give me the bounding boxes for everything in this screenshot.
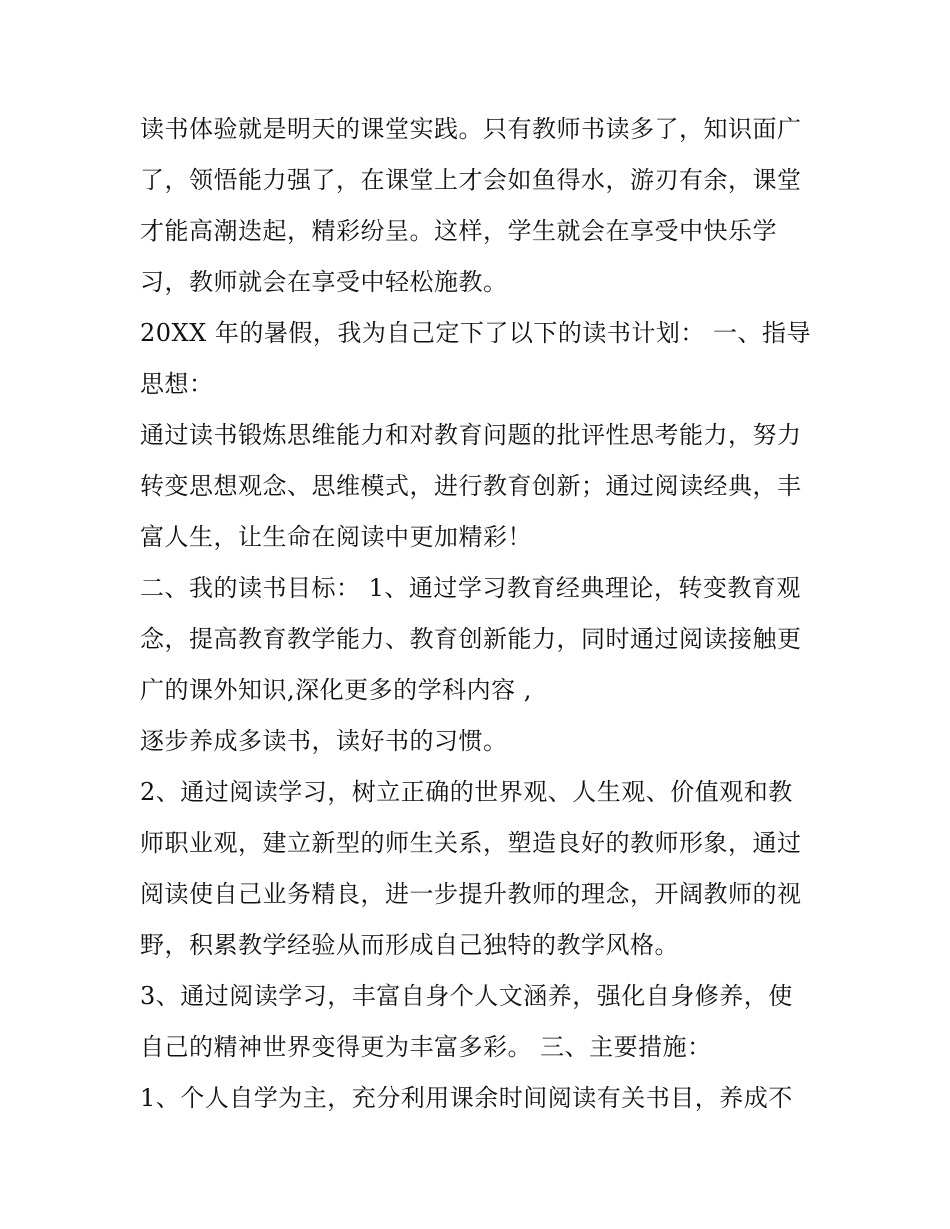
text-line: 逐步养成多读书，读好书的习惯。 bbox=[140, 727, 508, 755]
text-line: 二、我的读书目标： 1、通过学习教育经典理论，转变教育观 bbox=[140, 574, 801, 602]
text-line: 2、通过阅读学习，树立正确的世界观、人生观、价值观和教 bbox=[140, 778, 793, 806]
text-line: 1、个人自学为主，充分利用课余时间阅读有关书目，养成不 bbox=[140, 1084, 793, 1112]
text-line: 读书体验就是明天的课堂实践。只有教师书读多了，知识面广 bbox=[140, 115, 802, 143]
text-line: 转变思想观念、思维模式，进行教育创新；通过阅读经典，丰 bbox=[140, 472, 802, 500]
text-line: 野，积累教学经验从而形成自己独特的教学风格。 bbox=[140, 931, 679, 959]
text-line: 才能高潮迭起，精彩纷呈。这样，学生就会在享受中快乐学 bbox=[140, 217, 777, 245]
document-body bbox=[140, 104, 820, 1124]
text-line: 念，提高教育教学能力、教育创新能力，同时通过阅读接触更 bbox=[140, 625, 802, 653]
text-line: 3、通过阅读学习，丰富自身个人文涵养，强化自身修养，使 bbox=[140, 982, 793, 1010]
text-line: 自己的精神世界变得更为丰富多彩。 三、主要措施： bbox=[140, 1033, 712, 1061]
text-line: 思想： bbox=[140, 370, 214, 398]
text-line: 通过读书锻炼思维能力和对教育问题的批评性思考能力，努力 bbox=[140, 421, 802, 449]
text-line: 习，教师就会在享受中轻松施教。 bbox=[140, 268, 508, 296]
text-line: 了，领悟能力强了，在课堂上才会如鱼得水，游刃有余，课堂 bbox=[140, 166, 802, 194]
text-line: 20XX 年的暑假，我为自己定下了以下的读书计划： 一、指导 bbox=[140, 319, 811, 347]
text-line: 富人生，让生命在阅读中更加精彩！ bbox=[140, 523, 532, 551]
text-line: 师职业观，建立新型的师生关系，塑造良好的教师形象，通过 bbox=[140, 829, 802, 857]
text-line: 阅读使自己业务精良，进一步提升教师的理念，开阔教师的视 bbox=[140, 880, 802, 908]
text-line: 广的课外知识,深化更多的学科内容 , bbox=[140, 676, 532, 704]
